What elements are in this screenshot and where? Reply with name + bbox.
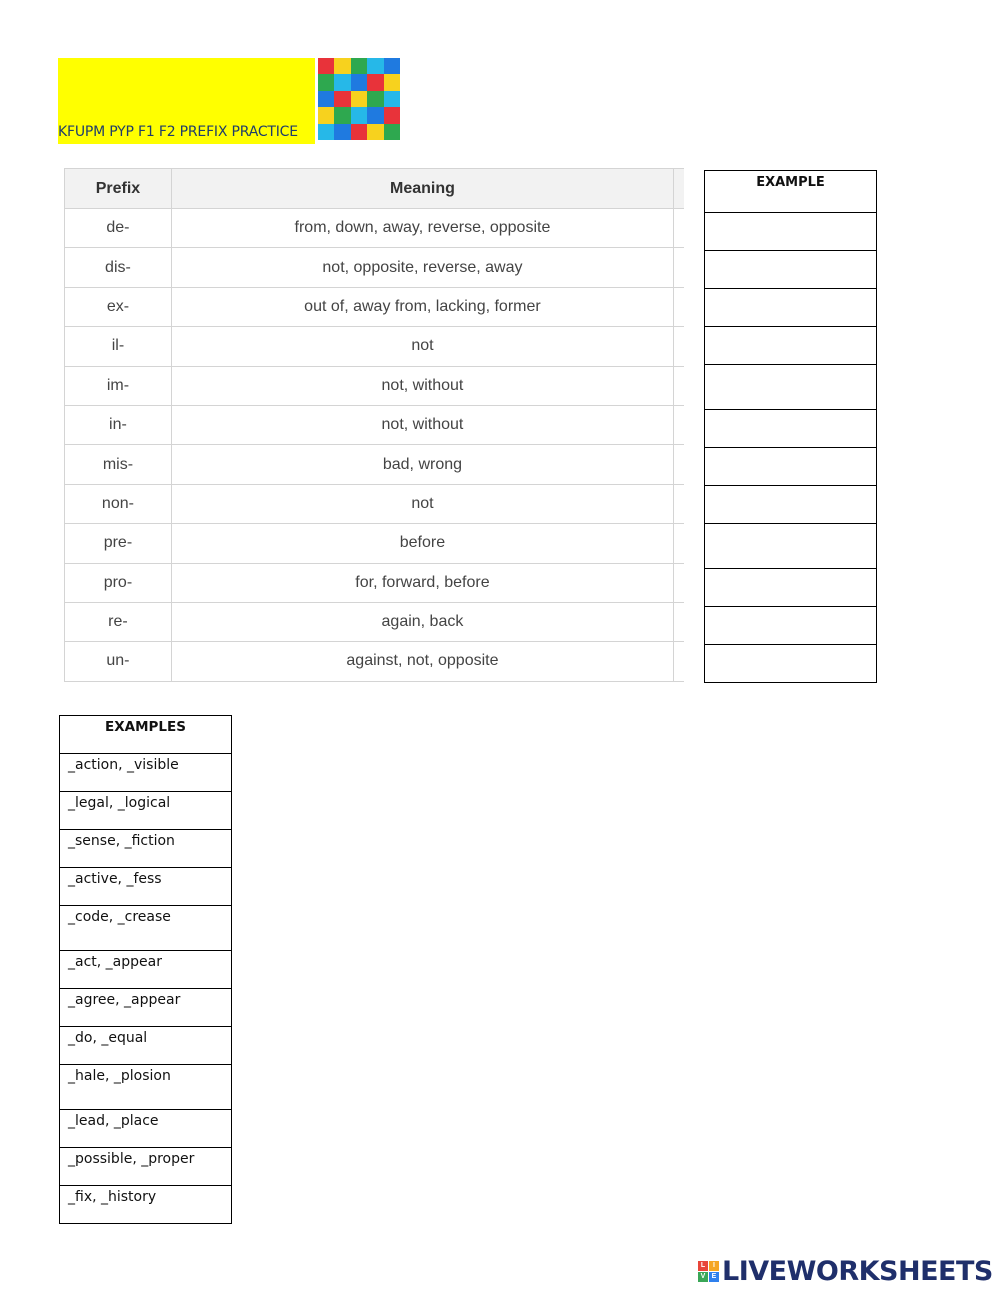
example-answer-cell[interactable] [705, 448, 877, 486]
examples-header: EXAMPLES [60, 716, 232, 754]
table-row [60, 1148, 232, 1186]
puzzle-piece [367, 107, 383, 123]
spacer-cell [674, 405, 684, 444]
table-row [705, 251, 877, 289]
example-answer-cell[interactable] [705, 365, 877, 410]
header-meaning: Meaning [171, 169, 673, 209]
spacer-cell [674, 484, 684, 523]
table-row [705, 289, 877, 327]
logo-badge-letter: L [698, 1261, 708, 1271]
examples-cell: _fix, _history [60, 1186, 232, 1224]
table-row [65, 524, 685, 563]
puzzle-piece [351, 74, 367, 90]
puzzle-piece [351, 91, 367, 107]
prefix-cell: in- [65, 405, 172, 444]
prefix-cell: il- [65, 327, 172, 366]
table-row [65, 563, 685, 602]
table-row [60, 951, 232, 989]
examples-cell: _sense, _fiction [60, 830, 232, 868]
meaning-cell: from, down, away, reverse, opposite [171, 209, 673, 248]
spacer-cell [674, 642, 684, 681]
table-row [65, 287, 685, 326]
meaning-cell: against, not, opposite [171, 642, 673, 681]
prefix-cell: pro- [65, 563, 172, 602]
table-row [60, 754, 232, 792]
prefix-cell: re- [65, 602, 172, 641]
puzzle-piece [318, 74, 334, 90]
table-row [65, 327, 685, 366]
puzzle-piece [318, 58, 334, 74]
puzzle-piece [334, 91, 350, 107]
puzzle-piece [318, 91, 334, 107]
puzzle-piece [334, 74, 350, 90]
puzzle-piece [384, 58, 400, 74]
example-answer-cell[interactable] [705, 410, 877, 448]
meaning-cell: bad, wrong [171, 445, 673, 484]
logo-badge-letter: V [698, 1272, 708, 1282]
prefix-cell: pre- [65, 524, 172, 563]
spacer-cell [674, 209, 684, 248]
examples-cell: _agree, _appear [60, 989, 232, 1027]
table-row [65, 248, 685, 287]
table-row [705, 524, 877, 569]
table-row [60, 868, 232, 906]
table-row [705, 448, 877, 486]
puzzle-piece [334, 107, 350, 123]
table-row [705, 365, 877, 410]
table-row [60, 792, 232, 830]
puzzle-piece [351, 58, 367, 74]
puzzle-piece [384, 107, 400, 123]
table-row [60, 1186, 232, 1224]
example-answer-cell[interactable] [705, 569, 877, 607]
puzzle-piece [334, 124, 350, 140]
puzzle-piece [367, 91, 383, 107]
prefix-cell: ex- [65, 287, 172, 326]
meaning-cell: again, back [171, 602, 673, 641]
table-row [705, 213, 877, 251]
meaning-cell: not [171, 484, 673, 523]
meaning-cell: out of, away from, lacking, former [171, 287, 673, 326]
spacer-cell [674, 602, 684, 641]
example-answer-cell[interactable] [705, 486, 877, 524]
puzzle-piece [384, 74, 400, 90]
page-title: KFUPM PYP F1 F2 PREFIX PRACTICE [58, 124, 298, 140]
example-answer-cell[interactable] [705, 645, 877, 683]
table-row [65, 602, 685, 641]
table-row [65, 209, 685, 248]
example-header: EXAMPLE [705, 171, 877, 213]
examples-table [59, 715, 232, 1224]
logo-text: LIVEWORKSHEETS [722, 1256, 993, 1287]
logo-badge-letter: I [709, 1261, 719, 1271]
prefix-cell: im- [65, 366, 172, 405]
prefix-table-header [65, 169, 685, 209]
prefix-cell: non- [65, 484, 172, 523]
examples-cell: _act, _appear [60, 951, 232, 989]
table-row [65, 484, 685, 523]
examples-cell: _hale, _plosion [60, 1065, 232, 1110]
meaning-cell: for, forward, before [171, 563, 673, 602]
logo-badge-letter: E [709, 1272, 719, 1282]
puzzle-piece [334, 58, 350, 74]
puzzle-piece [367, 74, 383, 90]
example-answer-table [704, 170, 877, 683]
prefix-cell: dis- [65, 248, 172, 287]
table-row [60, 1065, 232, 1110]
meaning-cell: not, opposite, reverse, away [171, 248, 673, 287]
table-row [60, 989, 232, 1027]
spacer-cell [674, 287, 684, 326]
table-row [705, 607, 877, 645]
meaning-cell: not, without [171, 405, 673, 444]
meaning-cell: not [171, 327, 673, 366]
puzzle-piece [318, 124, 334, 140]
examples-cell: _code, _crease [60, 906, 232, 951]
header-spacer [674, 169, 684, 209]
table-row [705, 645, 877, 683]
spacer-cell [674, 248, 684, 287]
spacer-cell [674, 524, 684, 563]
table-row [60, 830, 232, 868]
table-row [60, 1110, 232, 1148]
spacer-cell [674, 563, 684, 602]
spacer-cell [674, 445, 684, 484]
examples-cell: _active, _fess [60, 868, 232, 906]
spacer-cell [674, 327, 684, 366]
table-row [705, 327, 877, 365]
example-answer-cell[interactable] [705, 251, 877, 289]
examples-cell: _do, _equal [60, 1027, 232, 1065]
meaning-cell: not, without [171, 366, 673, 405]
puzzle-piece [384, 91, 400, 107]
prefix-cell: un- [65, 642, 172, 681]
puzzle-piece [351, 124, 367, 140]
examples-cell: _possible, _proper [60, 1148, 232, 1186]
prefix-cell: de- [65, 209, 172, 248]
table-row [705, 569, 877, 607]
example-answer-cell[interactable] [705, 524, 877, 569]
table-row [705, 486, 877, 524]
prefix-table [64, 168, 684, 682]
table-row [60, 1027, 232, 1065]
example-answer-cell[interactable] [705, 607, 877, 645]
liveworksheets-logo [698, 1256, 993, 1287]
example-answer-cell[interactable] [705, 213, 877, 251]
puzzle-image [318, 58, 400, 140]
examples-cell: _legal, _logical [60, 792, 232, 830]
puzzle-piece [367, 124, 383, 140]
puzzle-piece [351, 107, 367, 123]
puzzle-piece [367, 58, 383, 74]
table-row [65, 642, 685, 681]
meaning-cell: before [171, 524, 673, 563]
spacer-cell [674, 366, 684, 405]
table-row [60, 906, 232, 951]
examples-cell: _lead, _place [60, 1110, 232, 1148]
examples-cell: _action, _visible [60, 754, 232, 792]
example-answer-cell[interactable] [705, 327, 877, 365]
table-row [705, 410, 877, 448]
puzzle-piece [384, 124, 400, 140]
table-row [65, 405, 685, 444]
logo-badge-icon [698, 1261, 719, 1282]
header-prefix: Prefix [65, 169, 172, 209]
puzzle-piece [318, 107, 334, 123]
prefix-cell: mis- [65, 445, 172, 484]
table-row [65, 366, 685, 405]
example-answer-cell[interactable] [705, 289, 877, 327]
table-row [65, 445, 685, 484]
